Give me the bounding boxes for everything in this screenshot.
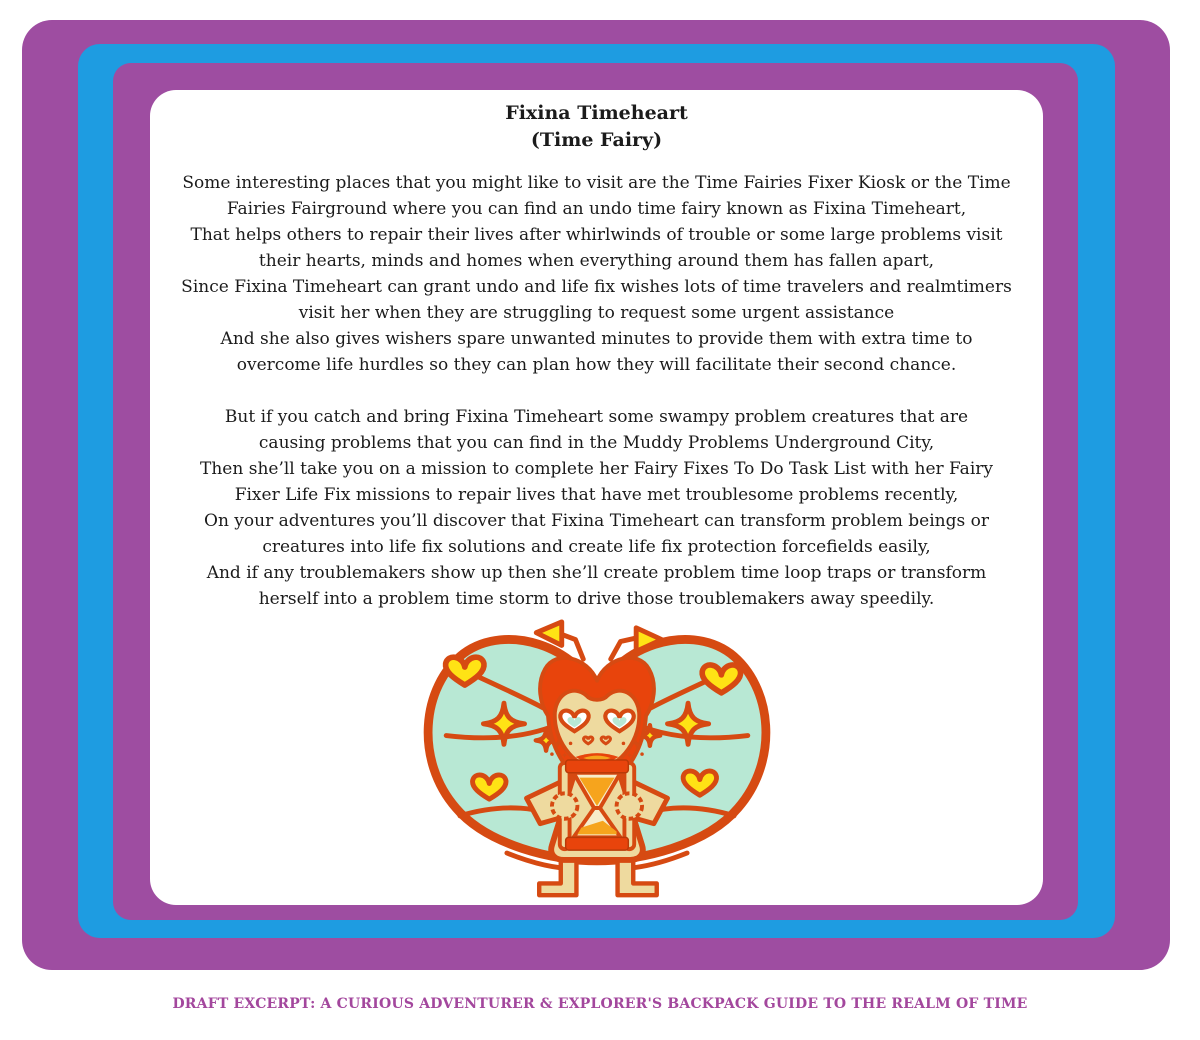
text-line: But if you catch and bring Fixina Timeheart some swampy problem creatures that are	[224, 407, 969, 427]
text-line: Since Fixina Timeheart can grant undo and life fix wishes lots of time travelers and realmtimers	[181, 277, 1012, 297]
paragraph-2	[150, 404, 1043, 612]
blue-border	[78, 44, 1115, 938]
text-line: their hearts, minds and homes when everything around them has fallen apart,	[258, 251, 935, 271]
hourglass-cap-top	[565, 760, 628, 773]
text-line: causing problems that you can find in the Muddy Problems Underground City,	[258, 433, 935, 453]
inner-purple-border	[113, 63, 1078, 920]
fairy-illustration	[150, 618, 1043, 902]
text-line: On your adventures you’ll discover that Fixina Timeheart can transform problem beings or	[204, 511, 989, 531]
text-line: herself into a problem time storm to drive those troublemakers away speedily.	[258, 589, 935, 609]
text-line: That helps others to repair their lives after whirlwinds of trouble or some large problems visit	[190, 225, 1003, 245]
page-title: Fixina Timeheart	[505, 102, 688, 124]
footer-caption: DRAFT EXCERPT: A CURIOUS ADVENTURER & EXPLORER'S BACKPACK GUIDE TO THE REALM OF TIME	[172, 996, 1028, 1012]
outer-purple-border	[22, 20, 1170, 970]
text-line: overcome life hurdles so they can plan how they will facilitate their second chance.	[236, 355, 957, 375]
page-subtitle: (Time Fairy)	[530, 129, 663, 151]
hand-left	[551, 793, 576, 818]
text-line: And if any troublemakers show up then she’ll create problem time loop traps or transform	[206, 563, 987, 583]
text-line: Some interesting places that you might like to visit are the Time Fairies Fixer Kiosk or the Time	[182, 173, 1011, 193]
text-line: Fairies Fairground where you can find an undo time fairy known as Fixina Timeheart,	[226, 199, 967, 219]
content-panel	[150, 90, 1043, 905]
hourglass-cap-bottom	[565, 837, 628, 850]
hand-right	[616, 793, 641, 818]
paragraph-1	[150, 170, 1043, 378]
text-line: And she also gives wishers spare unwanted minutes to provide them with extra time to	[220, 329, 973, 349]
text-line: Then she’ll take you on a mission to complete her Fairy Fixes To Do Task List with her Fairy	[200, 459, 993, 479]
text-line: visit her when they are struggling to request some urgent assistance	[298, 303, 895, 323]
fairy-illustration-svg	[407, 618, 787, 902]
text-line: creatures into life fix solutions and create life fix protection forcefields easily,	[262, 537, 931, 557]
text-line: Fixer Life Fix missions to repair lives that have met troublesome problems recently,	[234, 485, 959, 505]
